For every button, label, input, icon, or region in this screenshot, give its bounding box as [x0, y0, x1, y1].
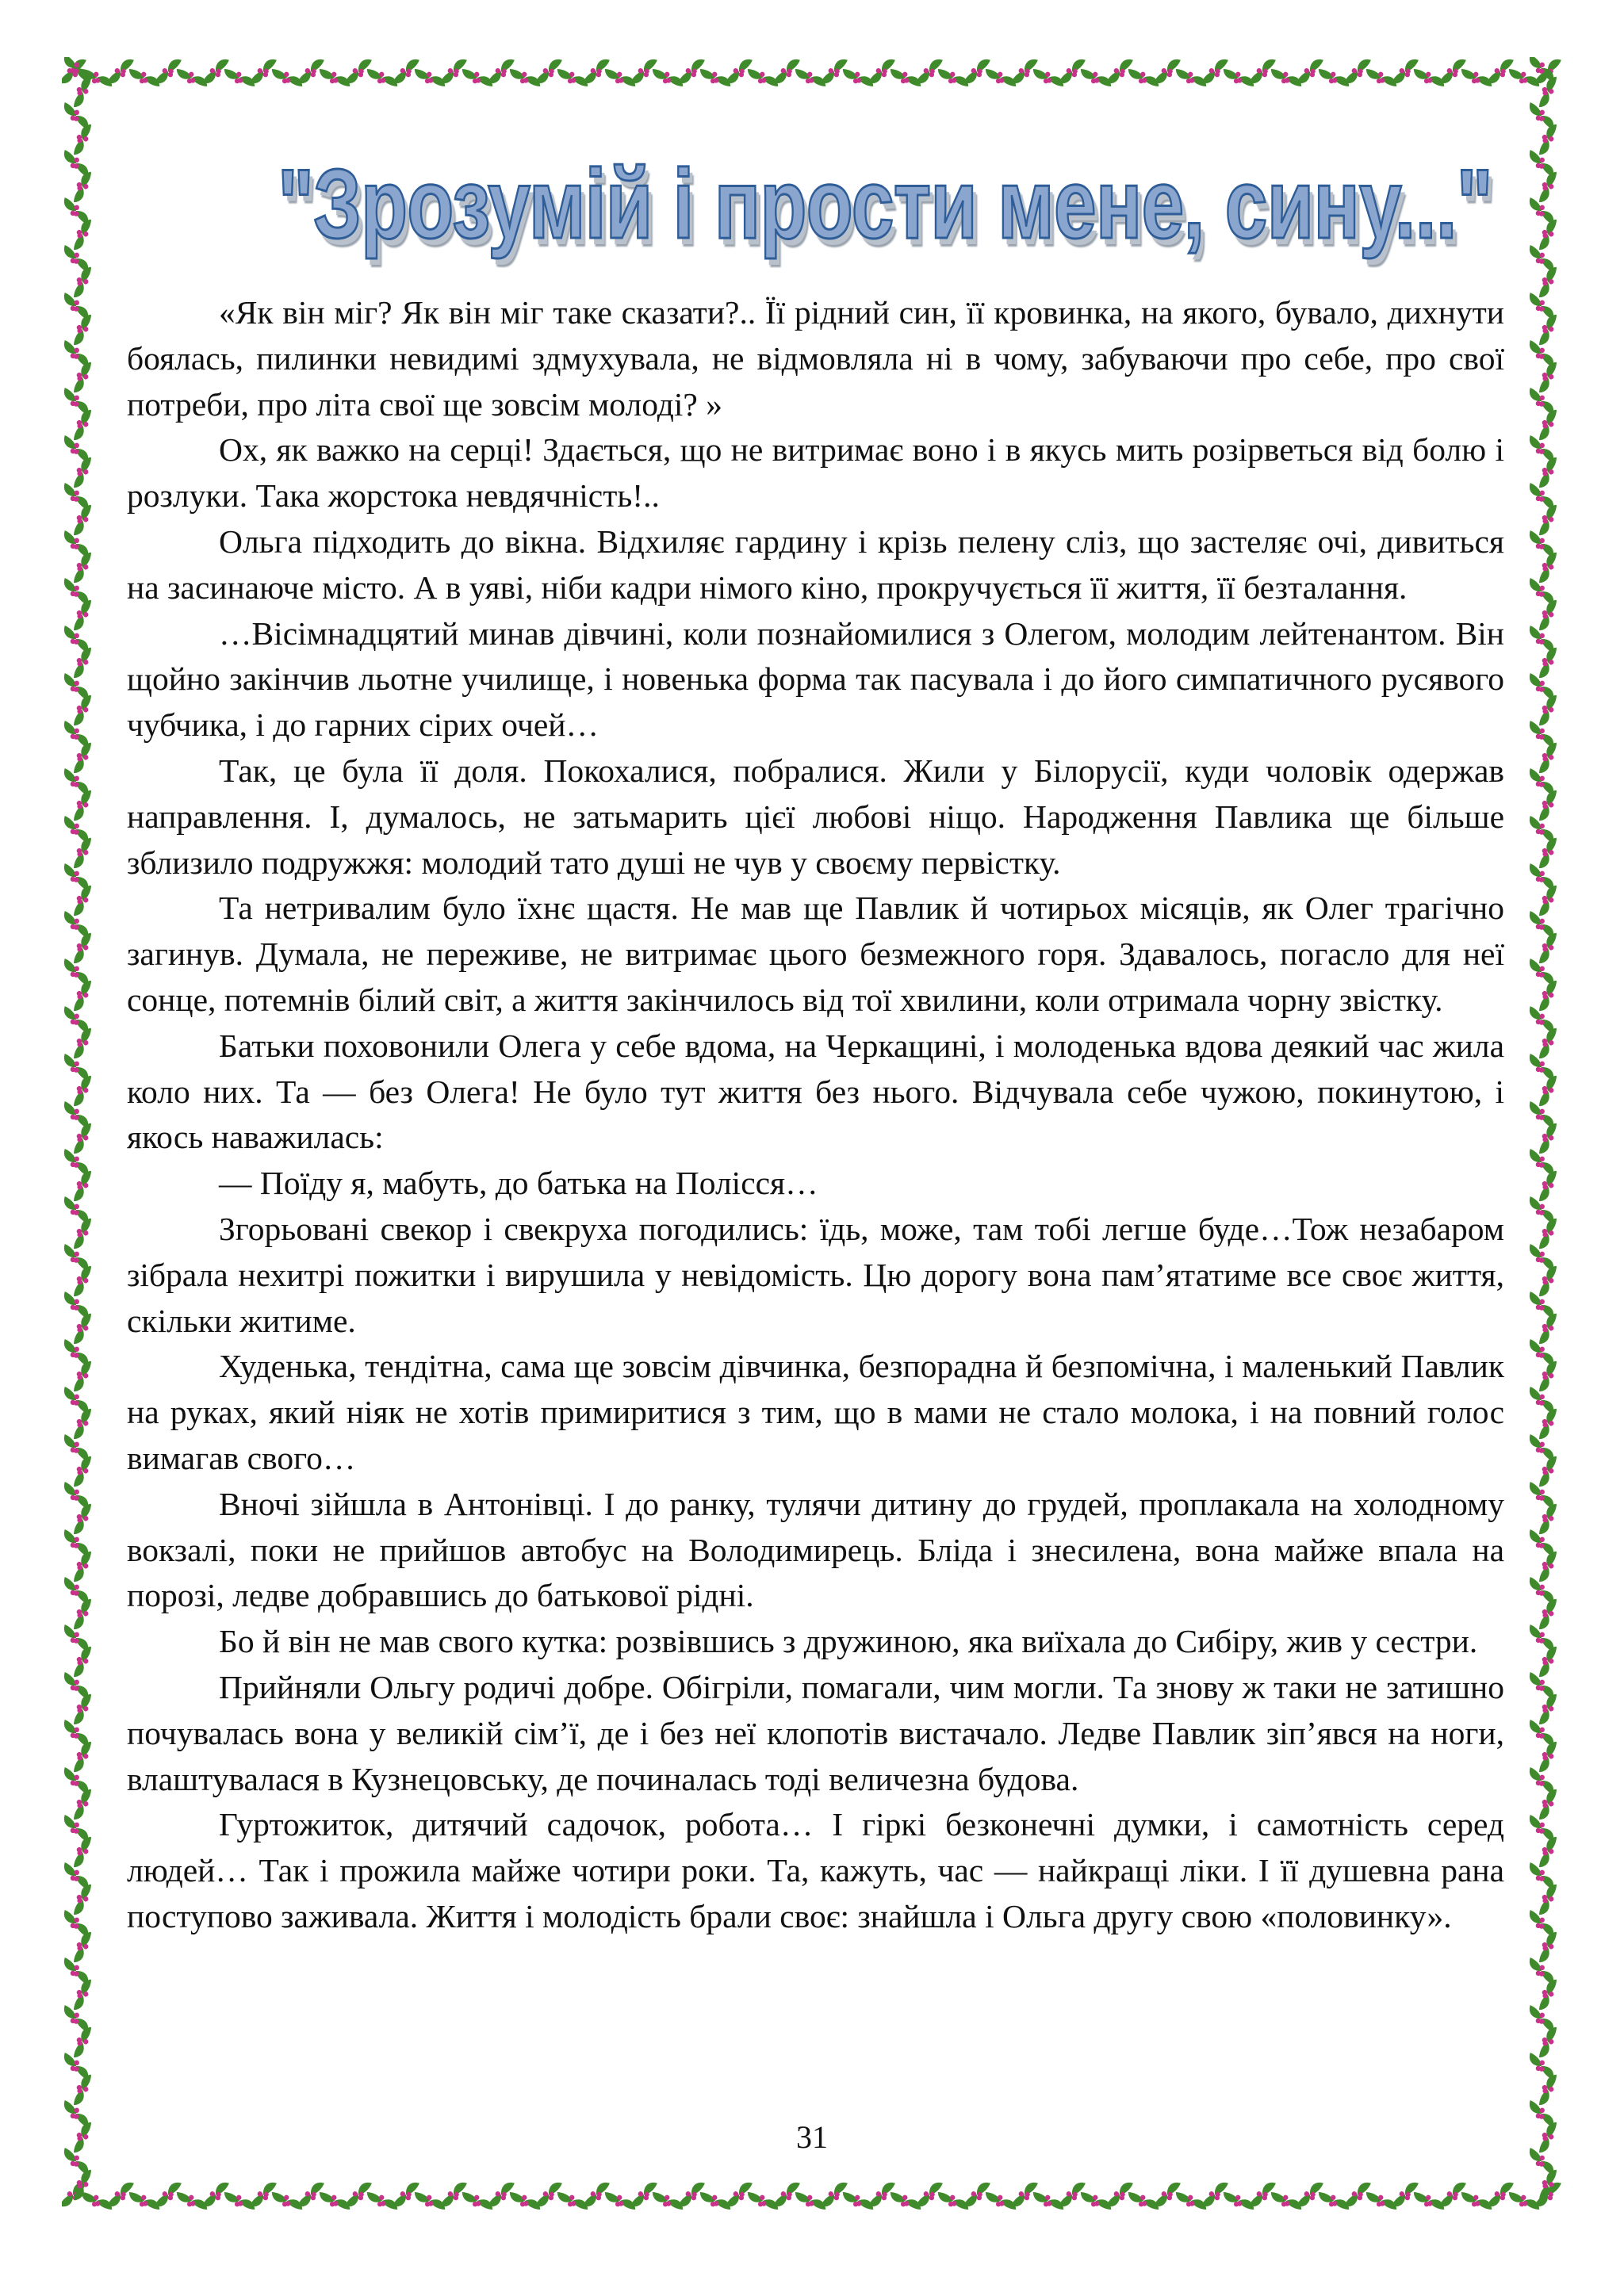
paragraph: Так, це була її доля. Покохалися, побралися. Жили у Білорусії, куди чоловік одержав направлення. І, думалось, не затьмарить цієї любові ніщо. Народження Павлика ще більше зблизило подружжя: молодий тато душі не чув у своєму первістку.	[127, 752, 1504, 881]
holly-border-right	[1527, 57, 1562, 2215]
page-number: 31	[796, 2119, 828, 2155]
holly-border-top	[62, 57, 1562, 92]
holly-garland-icon	[1527, 57, 1562, 2215]
paragraph: Згорьовані свекор і свекруха погодились: їдь, може, там тобі легше буде…Тож незабаром зібрала нехитрі пожитки і вирушила у невідомість. Цю дорогу вона пам’ятатиме все своє життя, скільки житиме.	[127, 1210, 1504, 1339]
page-title: "Зрозумій і прости мене, сину..."	[278, 150, 1492, 259]
paragraph: Худенька, тендітна, сама ще зовсім дівчинка, безпорадна й безпомічна, і маленький Павлик на руках, який ніяк не хотів примиритися з тим, що в мами не стало молока, і на повний голос вимагав свого…	[127, 1348, 1504, 1476]
holly-border-left	[62, 57, 97, 2215]
paragraph: Ох, як важко на серці! Здається, що не витримає воно і в якусь мить розірветься від болю і розлуки. Така жорстока невдячність!..	[127, 431, 1504, 515]
paragraph: «Як він міг? Як він міг таке сказати?.. Її рідний син, її кровинка, на якого, бувало, дихнути боялась, пилинки невидимі здмухувала, не відмовляла ні в чому, забуваючи про себе, про свої потреби, про літа свої ще зовсім молоді? »	[127, 294, 1504, 423]
holly-garland-icon	[62, 57, 97, 2215]
paragraph: Бо й він не мав свого кутка: розвівшись з дружиною, яка виїхала до Сибіру, жив у сестри.	[219, 1623, 1478, 1660]
paragraph: Та нетривалим було їхнє щастя. Не мав ще Павлик й чотирьох місяців, як Олег трагічно загинув. Думала, не переживе, не витримає цього безмежного горя. Здавалось, погасло для неї сонце, потемнів білий світ, а життя закінчилось від тої хвилини, коли отримала чорну звістку.	[127, 890, 1504, 1018]
paragraph: Батьки поховонили Олега у себе вдома, на Черкащині, і молоденька вдова деякий час жила коло них. Та — без Олега! Не було тут життя без нього. Відчувала себе чужою, покинутою, і якось наважилась:	[127, 1027, 1504, 1156]
paragraph: Вночі зійшла в Антонівці. І до ранку, тулячи дитину до грудей, проплакала на холодному вокзалі, поки не прийшов автобус на Володимирець. Бліда і знесилена, вона майже впала на порозі, ледве добравшись до батькової рідні.	[127, 1485, 1504, 1614]
paragraph: …Вісімнадцятий минав дівчині, коли познайомилися з Олегом, молодим лейтенантом. Він щойно закінчив льотне училище, і новенька форма так пасувала і до його симпатичного русявого чубчика, і до гарних сірих очей…	[127, 614, 1504, 744]
paragraph: Гуртожиток, дитячий садочок, робота… І гіркі безконечні думки, і самотність серед людей… Так і прожила майже чотири роки. Та, кажуть, час — найкращі ліки. І її душевна рана поступово заживала. Життя і молодість брали своє: знайшла і Ольга другу свою «половинку».	[127, 1806, 1504, 1934]
paragraph: — Поїду я, мабуть, до батька на Полісся…	[219, 1165, 818, 1202]
article-body	[127, 290, 1504, 1940]
paragraph: Прийняли Ольгу родичі добре. Обігріли, помагали, чим могли. Та знову ж таки не затишно почувалась вона у великій сім’ї, де і без неї клопотів вистачало. Ледве Павлик зіп’явся на ноги, влаштувалася в Кузнецовську, де починалась тоді величезна будова.	[127, 1668, 1504, 1797]
holly-garland-icon	[62, 57, 1562, 92]
holly-border-bottom	[62, 2180, 1562, 2215]
paragraph: Ольга підходить до вікна. Відхиляє гардину і крізь пелену сліз, що застеляє очі, дивиться на засинаюче місто. А в уяві, ніби кадри німого кіно, прокручується її життя, її безталання.	[127, 522, 1504, 606]
holly-garland-icon	[62, 2180, 1562, 2215]
